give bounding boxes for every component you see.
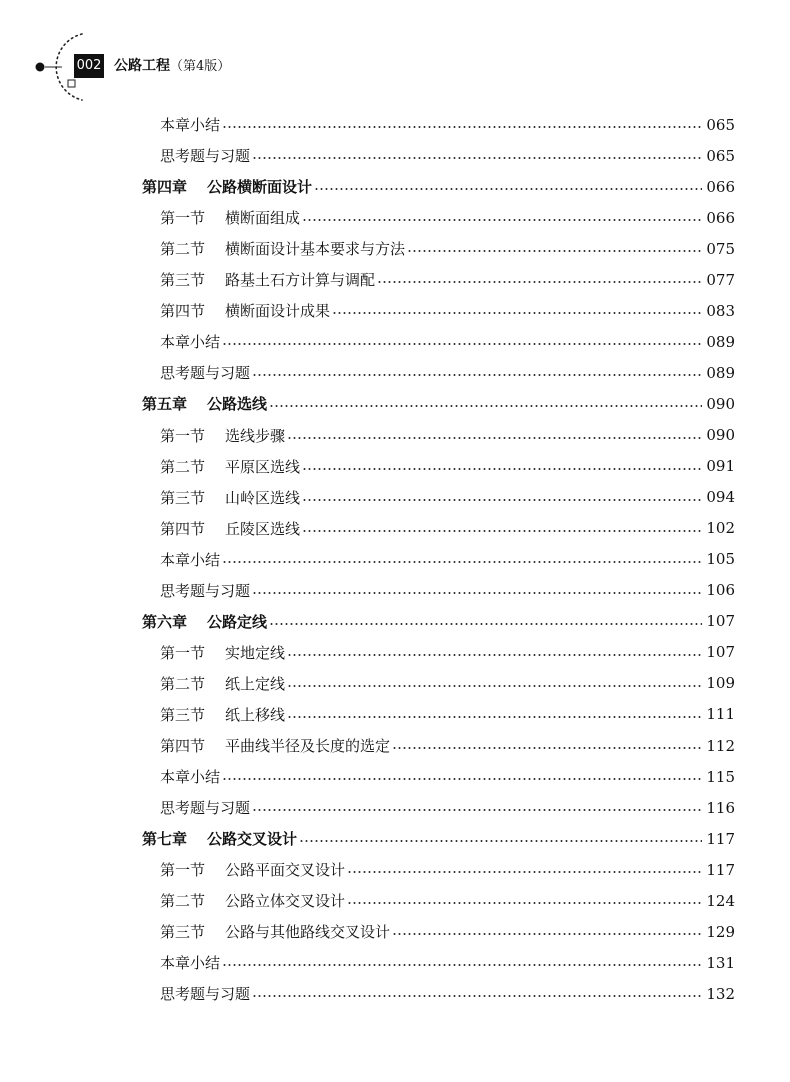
label-gap [187,176,207,197]
toc-entry-title: 横断面设计基本要求与方法 [225,240,406,259]
toc-entry-number: 第五章 [142,395,188,414]
dot-leader [392,924,702,939]
toc-entry-page: 090 [706,426,735,444]
label-gap [205,921,225,942]
toc-entry-page: 107 [706,643,735,662]
toc-section-row[interactable] [160,544,735,575]
toc-entry-page: 105 [706,550,735,569]
dot-leader [302,490,702,505]
toc-entry-page: 091 [706,457,735,476]
toc-entry-title: 公路立体交叉设计 [225,892,346,911]
page-header [0,0,790,110]
toc-section-row[interactable] [160,854,735,885]
label-gap [205,704,225,725]
toc-entry-title: 本章小结 [160,768,221,787]
toc-entry-page: 077 [706,270,735,289]
dot-leader [222,552,702,567]
toc-entry-title: 路基土石方计算与调配 [225,271,376,290]
toc-chapter-row[interactable] [142,606,735,637]
toc-entry-label [142,176,312,197]
toc-entry-page: 115 [706,767,735,786]
toc-chapter-row[interactable] [142,171,735,202]
toc-entry-title: 本章小结 [160,333,221,352]
toc-entry-page: 106 [706,581,735,600]
dot-leader [347,893,702,908]
toc-section-row[interactable] [160,575,735,606]
toc-entry-label [160,331,220,352]
toc-chapter-row[interactable] [142,823,735,854]
toc-entry-title: 横断面组成 [225,209,301,228]
toc-entry-number: 第一节 [160,643,206,662]
label-gap [205,238,225,259]
dot-leader [252,583,702,598]
toc-entry-page: 107 [706,612,735,631]
label-gap [205,890,225,911]
toc-entry-page: 089 [706,332,735,351]
toc-entry-label [160,145,250,166]
toc-entry-page: 089 [706,363,735,382]
toc-entry-label [160,238,405,259]
toc-entry-number: 第一节 [160,426,206,445]
toc-entry-label [160,766,220,787]
toc-entry-title: 纸上定线 [225,674,286,693]
toc-entry-title: 平曲线半径及长度的选定 [225,737,391,755]
toc-entry-number: 第一节 [160,861,206,880]
label-gap [205,487,225,508]
toc-entry-page: 083 [706,301,735,320]
dot-leader [299,831,702,846]
label-gap [205,642,225,663]
toc-section-row[interactable] [160,761,735,792]
toc-entry-title: 横断面设计成果 [225,302,331,321]
toc-entry-label [142,611,267,632]
toc-entry-label [160,580,250,601]
toc-section-row[interactable] [160,792,735,823]
toc-entry-page: 129 [706,922,735,941]
toc-entry-number: 第六章 [142,612,188,631]
dot-leader [222,334,702,349]
page-number: 002 [74,54,104,78]
label-gap [187,393,207,414]
label-gap [205,207,225,228]
label-gap [205,518,225,539]
toc-entry-label [160,704,285,725]
label-gap [187,828,207,849]
dot-leader [269,614,702,629]
dot-leader [287,707,702,722]
toc-section-row[interactable] [160,916,735,947]
toc-entry-page: 102 [706,519,735,538]
toc-entry-page: 109 [706,674,735,693]
toc-entry-title: 公路选线 [207,395,268,414]
toc-entry-title: 选线步骤 [225,426,286,445]
label-gap [187,611,207,632]
toc-section-row[interactable] [160,109,735,140]
running-head [114,56,230,77]
toc-entry-label [160,921,390,942]
toc-entry-title: 公路与其他路线交叉设计 [225,923,391,942]
dot-leader [269,396,702,411]
book-title: 公路工程 [114,58,170,74]
toc-entry-title: 思考题与习题 [160,985,251,1004]
dot-leader [302,459,702,474]
toc-entry-number: 第四章 [142,178,188,197]
toc-entry-label [160,300,330,321]
toc-entry-title: 丘陵区选线 [225,519,301,538]
toc-entry-title: 思考题与习题 [160,581,251,600]
toc-entry-number: 第二节 [160,892,206,911]
dot-leader [347,862,702,877]
toc-entry-page: 094 [706,488,735,507]
label-gap [205,269,225,290]
toc-entry-page: 112 [706,736,735,755]
toc-entry-label [160,983,250,1004]
dot-leader [252,986,702,1001]
dot-leader [302,210,702,225]
toc-entry-title: 纸上移线 [225,705,286,724]
toc-entry-label [160,269,375,290]
dot-leader [252,148,702,163]
toc-entry-page: 116 [706,798,735,817]
toc-entry-page: 117 [706,829,735,848]
toc-entry-label [160,549,220,570]
toc-entry-label [160,207,300,228]
label-gap [205,735,225,756]
toc-entry-number: 第三节 [160,271,206,290]
dot-leader [332,303,702,318]
toc-entry-number: 第二节 [160,674,206,693]
label-gap [205,859,225,880]
toc-section-row[interactable] [160,885,735,916]
toc-entry-label [160,114,220,135]
toc-entry-number: 第三节 [160,488,206,507]
toc-entry-number: 第四节 [160,302,206,321]
toc-entry-title: 本章小结 [160,954,221,973]
toc-section-row[interactable] [160,947,735,978]
toc-section-row[interactable] [160,326,735,357]
toc-entry-label [160,735,390,756]
toc-entry-label [160,952,220,973]
toc-entry-number: 第四节 [160,737,206,755]
toc-entry-title: 公路平面交叉设计 [225,861,346,880]
dot-leader [222,955,702,970]
toc-entry-page: 131 [706,953,735,972]
toc-chapter-row[interactable] [142,388,735,419]
toc-entry-title: 公路交叉设计 [207,830,298,849]
toc-section-row[interactable] [160,513,735,544]
dot-leader [314,179,702,194]
toc-entry-page: 117 [706,860,735,879]
toc-section-row[interactable] [160,978,735,1009]
toc-entry-number: 第二节 [160,457,206,476]
toc-entry-number: 第一节 [160,209,206,228]
dot-leader [407,241,702,256]
toc-entry-label [160,518,300,539]
toc-entry-label [160,797,250,818]
toc-entry-title: 公路定线 [207,612,268,631]
toc-entry-title: 山岭区选线 [225,488,301,507]
toc-entry-page: 065 [706,146,735,165]
toc-entry-label [160,859,345,880]
toc-entry-label [160,487,300,508]
toc-section-row[interactable] [160,451,735,482]
book-edition: （第4版） [170,59,231,74]
toc-entry-title: 本章小结 [160,550,221,569]
toc-entry-number: 第七章 [142,830,188,849]
toc-entry-page: 090 [706,394,735,413]
toc-entry-title: 公路横断面设计 [207,178,313,197]
toc-section-row[interactable] [160,637,735,668]
toc-entry-title: 平原区选线 [225,457,301,476]
toc-entry-title: 本章小结 [160,116,221,134]
toc-entry-number: 第四节 [160,519,206,538]
label-gap [205,425,225,446]
label-gap [205,673,225,694]
toc-section-row[interactable] [160,699,735,730]
toc-entry-label [160,456,300,477]
toc-entry-label [160,642,285,663]
dot-leader [287,645,702,660]
toc-section-row[interactable] [160,420,735,451]
dot-leader [252,365,702,380]
toc-entry-label [142,828,297,849]
dot-leader [287,428,702,443]
toc-entry-title: 思考题与习题 [160,799,251,818]
label-gap [205,456,225,477]
label-gap [205,300,225,321]
toc-entry-page: 065 [706,115,735,134]
toc-section-row[interactable] [160,233,735,264]
toc-section-row[interactable] [160,730,735,761]
dot-leader [222,117,702,132]
toc-entry-title: 思考题与习题 [160,364,251,383]
toc-section-row[interactable] [160,264,735,295]
toc-entry-title: 思考题与习题 [160,147,251,166]
toc-entry-page: 066 [706,177,735,196]
dot-leader [377,272,702,287]
dot-leader [302,521,702,536]
dot-leader [392,738,702,753]
toc-entry-page: 111 [706,705,735,724]
toc-entry-label [160,425,285,446]
dot-leader [222,769,702,784]
toc-entry-label [142,393,267,414]
toc-entry-page: 132 [706,984,735,1003]
toc-entry-page: 075 [706,239,735,258]
toc-section-row[interactable] [160,295,735,326]
toc-entry-label [160,362,250,383]
toc-entry-number: 第二节 [160,240,206,259]
toc-entry-page: 124 [706,891,735,910]
toc-entry-label [160,673,285,694]
toc-entry-page: 066 [706,208,735,227]
toc-section-row[interactable] [160,357,735,388]
toc-section-row[interactable] [160,140,735,171]
toc-entry-number: 第三节 [160,923,206,942]
toc-entry-label [160,890,345,911]
toc-entry-title: 实地定线 [225,643,286,662]
toc-section-row[interactable] [160,202,735,233]
dot-leader [287,676,702,691]
toc-section-row[interactable] [160,668,735,699]
toc-section-row[interactable] [160,482,735,513]
toc-entry-number: 第三节 [160,705,206,724]
dot-leader [252,800,702,815]
